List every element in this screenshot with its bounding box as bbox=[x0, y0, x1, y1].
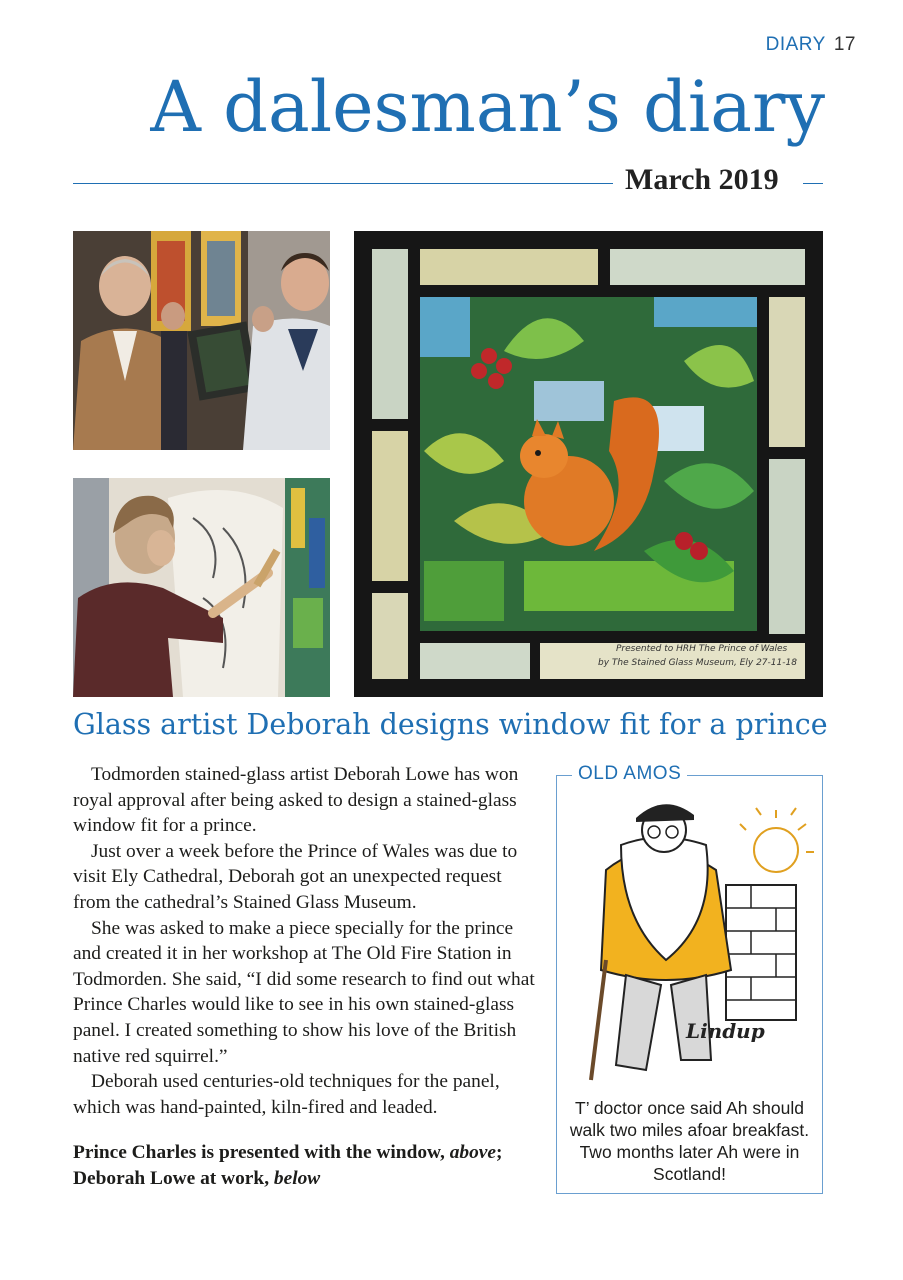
article-paragraph: Todmorden stained-glass artist Deborah Lowe has won royal approval after being asked to design a stained-glass window fit for a prince. bbox=[73, 764, 519, 837]
old-amos-cartoon bbox=[566, 790, 816, 1090]
photo-artist-at-work bbox=[73, 478, 330, 697]
window-inscription-line1: Presented to HRH The Prince of Wales bbox=[616, 644, 788, 654]
title-rule-left bbox=[73, 183, 613, 184]
page-title: A dalesman’s diary bbox=[150, 66, 825, 148]
stained-glass-window-illustration bbox=[354, 231, 823, 697]
caption-text-2: ; Deborah Lowe at work, bbox=[73, 1142, 503, 1189]
section-label bbox=[766, 34, 856, 56]
issue-date: March 2019 bbox=[625, 163, 779, 196]
article-paragraph: Just over a week before the Prince of Wales was due to visit Ely Cathedral, Deborah got an unexpected request from the cathedral’s Stained Glass Museum. bbox=[73, 840, 518, 913]
page-number: 17 bbox=[833, 34, 856, 55]
old-amos-joke: T’ doctor once said Ah should walk two miles afoar breakfast. Two months later Ah were in Scotland! bbox=[569, 1098, 810, 1184]
photo-prince-presented bbox=[73, 231, 330, 450]
photo-artist-illustration bbox=[73, 478, 330, 697]
caption-text-1: Prince Charles is presented with the window, bbox=[73, 1142, 450, 1163]
window-inscription-line2: by The Stained Glass Museum, Ely 27-11-18 bbox=[598, 658, 797, 668]
article-paragraph: She was asked to make a piece specially for the prince and created it in her workshop at The Old Fire Station in Todmorden. She said, “I did some research to find out what Prince Charles would like to see in his own stained-glass panel. I created something to show his love of the British native red squirrel.” bbox=[73, 917, 535, 1067]
caption-above: above bbox=[449, 1142, 496, 1163]
cartoon-signature: Lindup bbox=[686, 1019, 765, 1043]
section-name: DIARY bbox=[765, 34, 826, 55]
photo-stained-glass-window bbox=[354, 231, 823, 697]
old-amos-title: OLD AMOS bbox=[572, 763, 687, 785]
old-amos-cartoon-illustration bbox=[566, 790, 816, 1090]
article-paragraph: Deborah used centuries-old techniques for the panel, which was hand-painted, kiln-fired and leaded. bbox=[73, 1071, 500, 1118]
title-rule-right bbox=[803, 183, 823, 184]
caption-below: below bbox=[273, 1167, 321, 1189]
photo-caption bbox=[73, 1140, 543, 1191]
article-headline: Glass artist Deborah designs window fit for a prince bbox=[73, 708, 828, 741]
article-body bbox=[73, 762, 543, 1120]
photo-prince-illustration bbox=[73, 231, 330, 450]
